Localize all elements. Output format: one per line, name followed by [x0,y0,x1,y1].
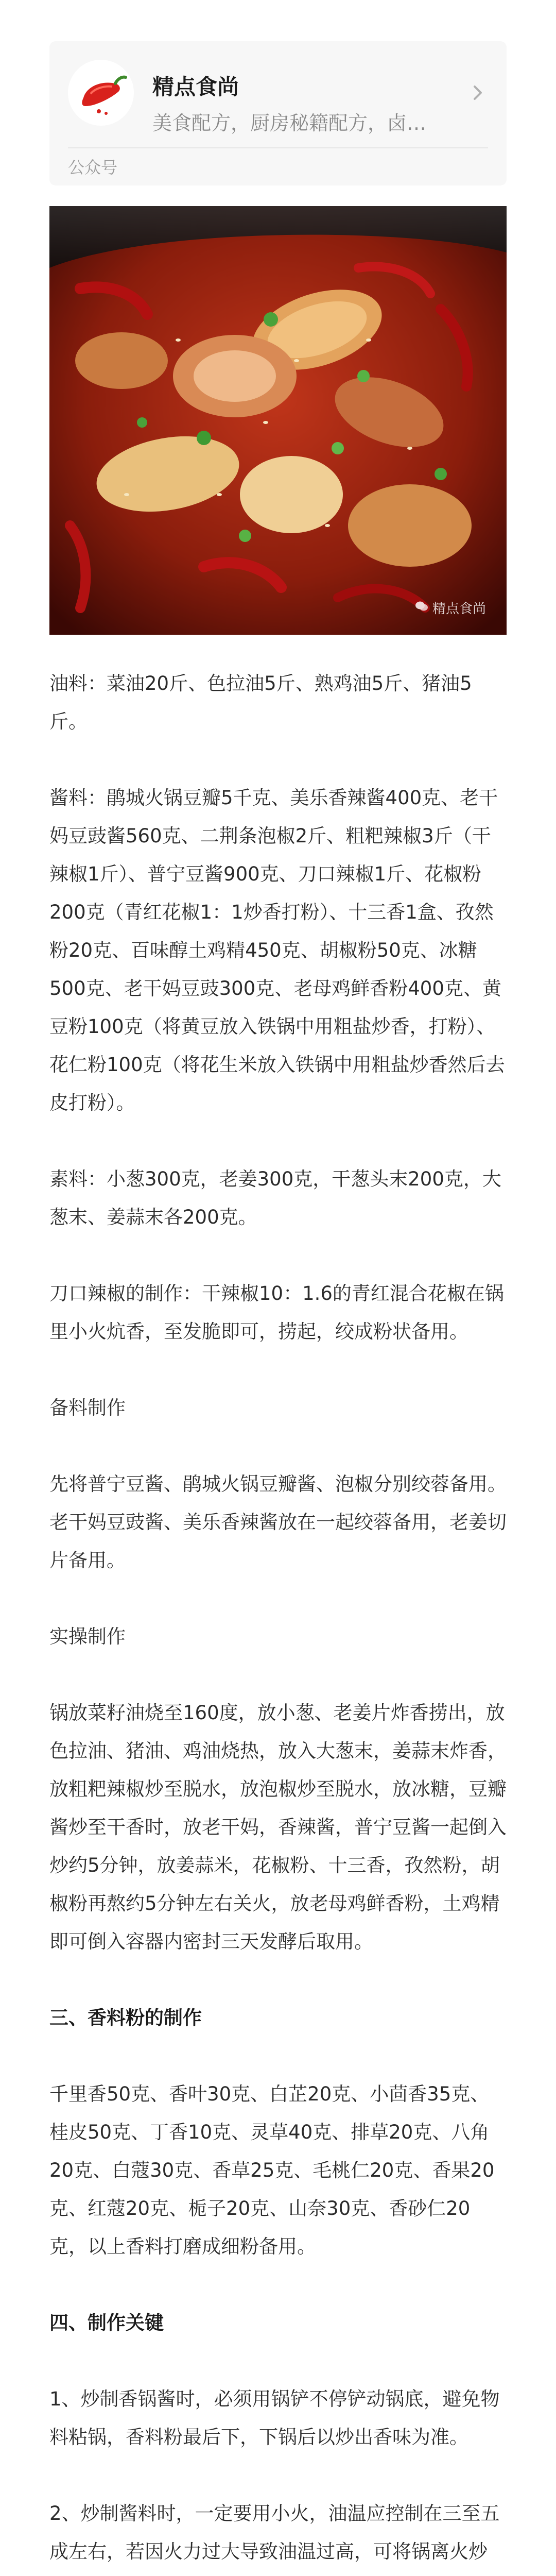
account-avatar[interactable] [68,60,134,126]
section-heading: 四、制作关键 [49,2312,164,2334]
chevron-right-icon [467,82,488,103]
article-paragraph: 刀口辣椒的制作：干辣椒10：1.6的青红混合花椒在锅里小火炕香，至发脆即可，捞起，绞成粉状备用。 [49,1282,504,1343]
subsection-label: 实操制作 [49,1625,126,1648]
chili-logo-icon [68,60,134,126]
article-paragraph: 2、炒制酱料时，一定要用小火，油温应控制在三至五成左右，若因火力过大导致油温过高，可将锅离火炒 [49,2502,500,2563]
image-watermark-text: 精点食尚 [432,601,486,617]
wechat-logo-icon [415,600,428,616]
hero-image[interactable] [49,206,507,635]
article-paragraph: 1、炒制香锅酱时，必须用锅铲不停铲动锅底，避免物料粘锅，香料粉最后下，下锅后以炒出香味为准。 [49,2388,500,2448]
account-type-label: 公众号 [68,158,118,177]
spicy-pot-photo [49,206,507,635]
image-watermark [415,598,486,617]
article-body [49,665,507,2576]
article-paragraph: 锅放菜籽油烧至160度，放小葱、老姜片炸香捞出，放色拉油、猪油、鸡油烧热，放入大葱末，姜蒜末炸香，放粗粑辣椒炒至脱水，放泡椒炒至脱水，放冰糖，豆瓣酱炒至干香时，放老干妈，香辣酱，普宁豆酱一起倒入炒约5分钟，放姜蒜米，花椒粉、十三香，孜然粉，胡椒粉再熬约5分钟左右关火，放老母鸡鲜香粉，土鸡精即可倒入容器内密封三天发酵后取用。 [49,1702,507,1953]
subsection-label: 备料制作 [49,1397,126,1419]
card-divider [68,147,488,148]
article-paragraph: 素料：小葱300克，老姜300克，干葱头末200克，大葱末、姜蒜末各200克。 [49,1168,501,1228]
article-paragraph: 千里香50克、香叶30克、白芷20克、小茴香35克、桂皮50克、丁香10克、灵草40克、排草20克、八角20克、白蔻30克、香草25克、毛桃仁20克、香果20克、红蔻20克、栀子20克、山奈30克、香砂仁20克，以上香料打磨成细粉备用。 [49,2083,495,2258]
section-heading: 三、香料粉的制作 [49,2007,202,2029]
account-description: 美食配方，厨房秘籍配方，卤… [152,112,427,134]
article-paragraph: 油料：菜油20斤、色拉油5斤、熟鸡油5斤、猪油5斤。 [49,672,472,733]
article-paragraph: 酱料：鹃城火锅豆瓣5千克、美乐香辣酱400克、老干妈豆豉酱560克、二荆条泡椒2斤、粗粑辣椒3斤（干辣椒1斤）、普宁豆酱900克、刀口辣椒1斤、花椒粉200克（青红花椒1：1炒香打粉）、十三香1盒、孜然粉20克、百味醇土鸡精450克、胡椒粉50克、冰糖500克、老干妈豆豉300克、老母鸡鲜香粉400克、黄豆粉100克（将黄豆放入铁锅中用粗盐炒香，打粉）、花仁粉100克（将花生米放入铁锅中用粗盐炒香然后去皮打粉）。 [49,787,505,1114]
account-card[interactable] [49,41,507,185]
article-paragraph: 先将普宁豆酱、鹃城火锅豆瓣酱、泡椒分别绞蓉备用。老干妈豆豉酱、美乐香辣酱放在一起绞蓉备用，老姜切片备用。 [49,1473,507,1571]
account-name: 精点食尚 [152,74,239,99]
